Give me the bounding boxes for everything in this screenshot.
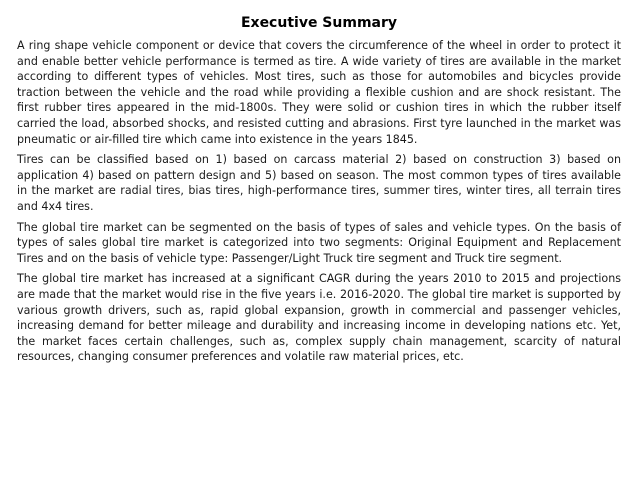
paragraph-market-growth: The global tire market has increased at a significant CAGR during the years 2010 to 2015 and projections are made that the market would rise in the five years i.e. 2016-2020. The global tire market is supported by various growth drivers, such as, rapid global expansion, growth in commercial and passenger vehicles, increasing demand for better mileage and durability and increasing income in developing nations etc. Yet, the market faces certain challenges, such as, complex supply chain management, scarcity of natural resources, changing consumer preferences and volatile raw material prices, etc. [17, 272, 621, 364]
paragraph-market-segmentation: The global tire market can be segmented on the basis of types of sales and vehicle types. On the basis of types of sales global tire market is categorized into two segments: Original Equipment and Replacement Tires and on the basis of vehicle type: Passenger/Light Truck tire segment and Truck tire segment. [17, 220, 621, 265]
paragraph-tire-definition: A ring shape vehicle component or device that covers the circumference of the wheel in order to protect it and enable better vehicle performance is termed as tire. A wide variety of tires are available in the market according to different types of vehicles. Most tires, such as those for automobiles and bicycles provide traction between the vehicle and the road while providing a flexible cushion and are shock resistant. The first rubber tires appeared in the mid-1800s. They were solid or cushion tires in which the rubber itself carried the load, absorbed shocks, and resisted cutting and abrasions. First tyre launched in the market was pneumatic or air-filled tire which came into existence in the years 1845. [17, 39, 621, 146]
paragraph-tire-classification: Tires can be classified based on 1) based on carcass material 2) based on construction 3) based on application 4) based on pattern design and 5) based on season. The most common types of tires available in the market are radial tires, bias tires, high-performance tires, summer tires, winter tires, all terrain tires and 4x4 tires. [17, 153, 621, 213]
page-title: Executive Summary [240, 15, 398, 31]
document-page [17, 14, 621, 370]
